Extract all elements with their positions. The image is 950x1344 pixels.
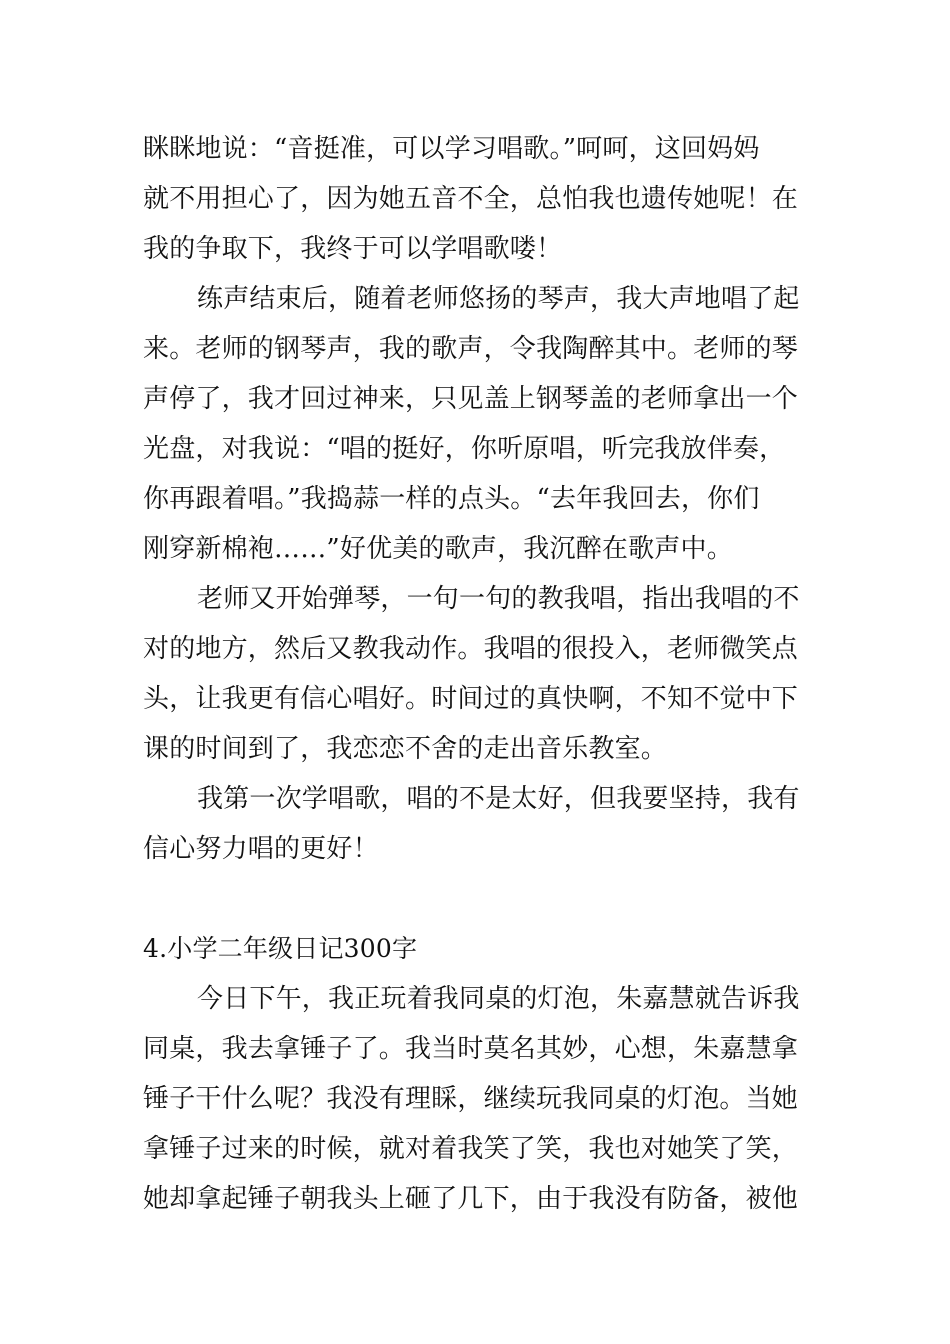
text-line: 我第一次学唱歌，唱的不是太好，但我要坚持，我有 xyxy=(197,784,800,814)
text-line: 眯眯地说：“音挺准，可以学习唱歌。”呵呵，这回妈妈 xyxy=(143,134,760,164)
text-line: 拿锤子过来的时候，就对着我笑了笑，我也对她笑了笑， xyxy=(143,1134,799,1164)
text-line: 头，让我更有信心唱好。时间过的真快啊，不知不觉中下 xyxy=(143,684,799,714)
text-line: 对的地方，然后又教我动作。我唱的很投入，老师微笑点 xyxy=(143,634,799,664)
text-line: 声停了，我才回过神来，只见盖上钢琴盖的老师拿出一个 xyxy=(143,384,799,414)
text-line: 她却拿起锤子朝我头上砸了几下，由于我没有防备，被他 xyxy=(143,1184,799,1214)
paragraph-4 xyxy=(143,774,807,874)
paragraph-3 xyxy=(143,574,807,774)
section-heading: 4.小学二年级日记300字 xyxy=(143,934,418,963)
text-line: 我的争取下，我终于可以学唱歌喽！ xyxy=(143,234,563,264)
text-line: 信心努力唱的更好！ xyxy=(143,834,379,864)
paragraph-5 xyxy=(143,974,807,1224)
text-line: 今日下午，我正玩着我同桌的灯泡，朱嘉慧就告诉我 xyxy=(197,984,800,1014)
text-line: 来。老师的钢琴声，我的歌声，令我陶醉其中。老师的琴 xyxy=(143,334,799,364)
text-line: 光盘，对我说：“唱的挺好，你听原唱，听完我放伴奏， xyxy=(143,434,786,464)
text-line: 锤子干什么呢？我没有理睬，继续玩我同桌的灯泡。当她 xyxy=(143,1084,799,1114)
text-line: 同桌，我去拿锤子了。我当时莫名其妙，心想，朱嘉慧拿 xyxy=(143,1034,799,1064)
text-line: 就不用担心了，因为她五音不全，总怕我也遗传她呢！在 xyxy=(143,184,799,214)
text-line: 刚穿新棉袍……”好优美的歌声，我沉醉在歌声中。 xyxy=(143,534,733,564)
text-line: 练声结束后，随着老师悠扬的琴声，我大声地唱了起 xyxy=(197,284,800,314)
text-line: 你再跟着唱。”我捣蒜一样的点头。“去年我回去，你们 xyxy=(143,484,760,514)
text-line: 老师又开始弹琴，一句一句的教我唱，指出我唱的不 xyxy=(197,584,800,614)
paragraph-2 xyxy=(143,274,807,574)
text-line: 课的时间到了，我恋恋不舍的走出音乐教室。 xyxy=(143,734,668,764)
paragraph-spacer xyxy=(143,874,807,924)
document-body xyxy=(143,124,807,1224)
paragraph-1 xyxy=(143,124,807,274)
